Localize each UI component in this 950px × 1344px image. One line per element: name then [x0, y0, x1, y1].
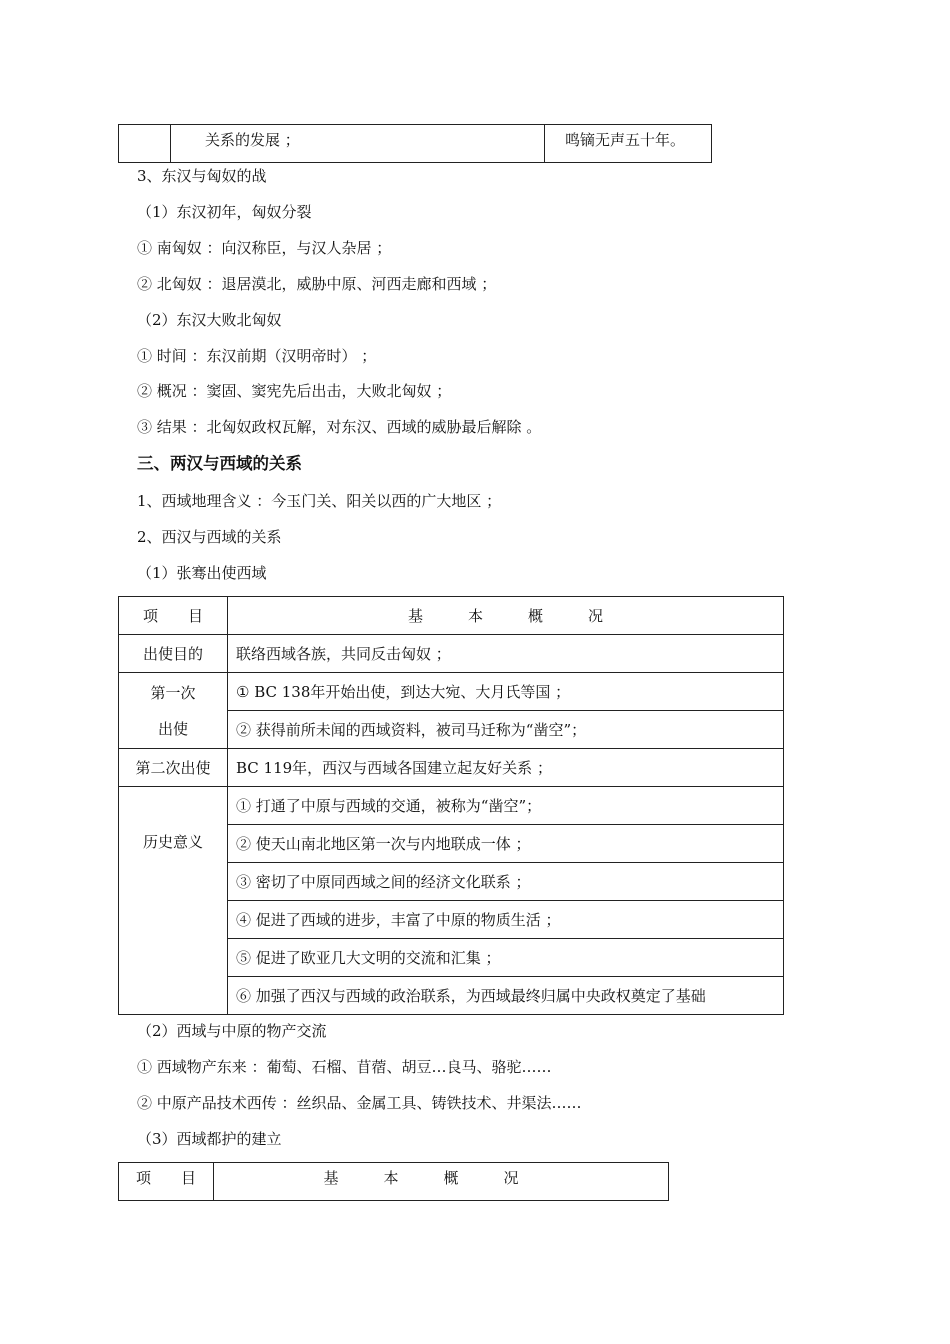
protectorate-table — [118, 1162, 669, 1201]
top-table-text-3: 鸣镝无声五十年。 — [565, 131, 686, 149]
header-overview-text: 基 本 概 况 — [323, 1169, 519, 1187]
paragraph-line: ② 中原产品技术西传 ：丝织品、金属工具、铸铁技术、井渠法…… — [137, 1094, 582, 1112]
paragraph-line: ③ 结果 ：北匈奴政权瓦解，对东汉、西域的威胁最后解除 。 — [137, 418, 542, 436]
paragraph-line: ① 时间 ：东汉前期（汉明帝时） ； — [137, 347, 377, 365]
paragraph-line: ① 西域物产东来 ：葡萄、石榴、苜蓿、胡豆…良马、骆驼…… — [137, 1058, 552, 1076]
paragraph-line: （2）西域与中原的物产交流 — [137, 1022, 327, 1040]
second-mission-label: 第二次出使 — [119, 749, 228, 787]
header-overview — [214, 1163, 669, 1201]
first-mission-text-2: ② 获得前所未闻的西域资料，被司马迁称为“凿空”； — [228, 711, 784, 749]
paragraph-line: ① 南匈奴 ：向汉称臣，与汉人杂居 ； — [137, 239, 392, 257]
header-overview: 基 本 概 况 — [228, 597, 784, 635]
second-mission-text: BC 119年，西汉与西域各国建立起友好关系 ； — [228, 749, 784, 787]
first-mission-label-line2: 出使 — [157, 719, 188, 738]
significance-item: ⑤ 促进了欧亚几大文明的交流和汇集 ； — [228, 939, 784, 977]
first-mission-label — [119, 673, 228, 749]
zhangqian-table — [118, 596, 784, 1015]
header-item-text: 项 目 — [135, 1169, 196, 1187]
paragraph-line: ② 北匈奴 ：退居漠北，威胁中原、河西走廊和西域 ； — [137, 275, 497, 293]
top-table-cell-1 — [119, 125, 171, 163]
significance-label-text: 历史意义 — [142, 833, 203, 851]
top-table — [118, 124, 712, 163]
significance-item: ① 打通了中原与西域的交通，被称为“凿空”； — [228, 787, 784, 825]
significance-item: ⑥ 加强了西汉与西域的政治联系，为西域最终归属中央政权奠定了基础 — [228, 977, 784, 1015]
paragraph-line: 2、西汉与西域的关系 — [137, 528, 282, 546]
top-table-cell-2 — [171, 125, 545, 163]
paragraph-line: （1）张骞出使西域 — [137, 564, 267, 582]
paragraph-line: （3）西域都护的建立 — [137, 1130, 282, 1148]
purpose-text: 联络西域各族，共同反击匈奴 ； — [228, 635, 784, 673]
top-table-text-2: 关系的发展 ； — [205, 131, 300, 149]
paragraph-line: （2）东汉大败北匈奴 — [137, 311, 282, 329]
purpose-label: 出使目的 — [119, 635, 228, 673]
significance-item: ④ 促进了西域的进步，丰富了中原的物质生活 ； — [228, 901, 784, 939]
significance-label — [119, 787, 228, 1015]
paragraph-line: 1、西域地理含义 ：今玉门关、阳关以西的广大地区 ； — [137, 492, 502, 510]
first-mission-text-1: ① BC 138年开始出使，到达大宛、大月氏等国 ； — [228, 673, 784, 711]
section-title: 三、两汉与西域的关系 — [137, 454, 302, 473]
paragraph-line: （1）东汉初年，匈奴分裂 — [137, 203, 312, 221]
first-mission-label-line1: 第一次 — [150, 683, 196, 702]
significance-item: ② 使天山南北地区第一次与内地联成一体 ； — [228, 825, 784, 863]
header-item — [119, 1163, 214, 1201]
paragraph-line: ② 概况 ：窦固、窦宪先后出击，大败北匈奴 ； — [137, 382, 452, 400]
significance-item: ③ 密切了中原同西域之间的经济文化联系 ； — [228, 863, 784, 901]
header-item: 项 目 — [119, 597, 228, 635]
top-table-cell-3 — [545, 125, 712, 163]
subsection-heading: 3、东汉与匈奴的战 — [137, 167, 267, 185]
